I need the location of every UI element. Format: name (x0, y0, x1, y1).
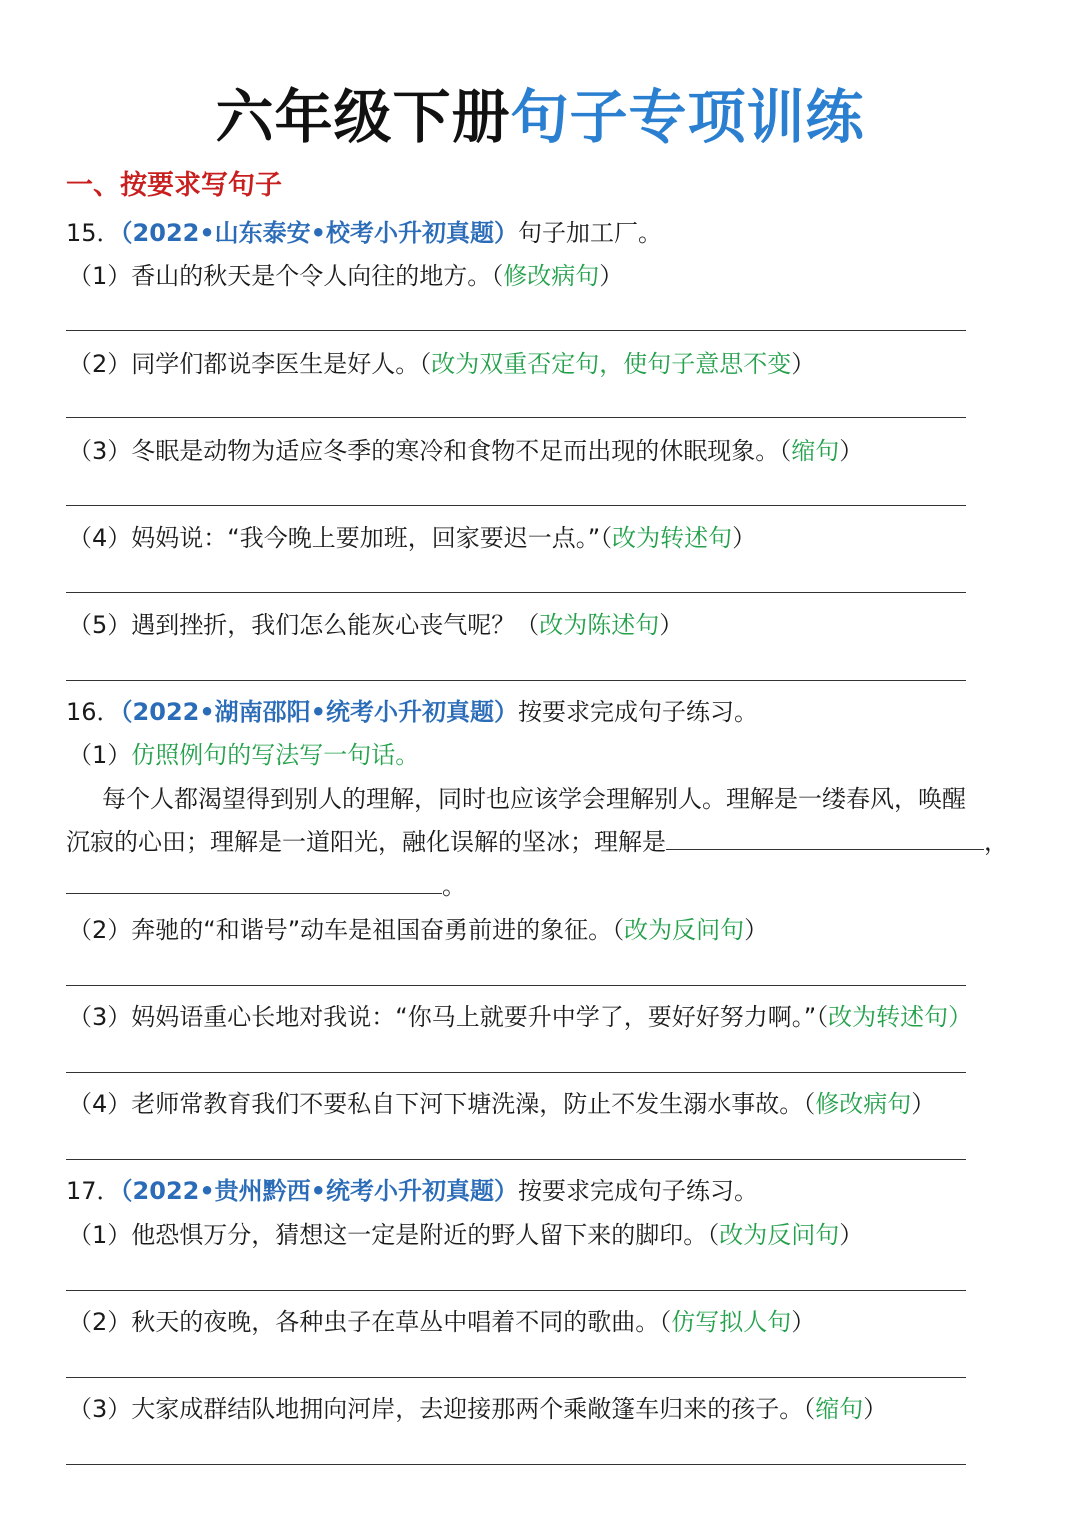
instruction-hint: 改为陈述句 (539, 611, 660, 639)
q15-item-1: （1）香山的秋天是个令人向往的地方。（修改病句） (68, 262, 624, 290)
instruction-hint: 修改病句 (815, 1090, 912, 1118)
question-source: （2022•山东泰安•校考小升初真题） (120, 219, 519, 247)
q16-item-2: （2）奔驰的“和谐号”动车是祖国奋勇前进的象征。（改为反问句） (68, 916, 769, 944)
instruction-hint: 修改病句 (503, 262, 600, 290)
question-source: （2022•贵州黔西•统考小升初真题） (120, 1177, 519, 1205)
q16-item-4: （4）老师常教育我们不要私自下河下塘洗澡，防止不发生溺水事故。（修改病句） (68, 1090, 936, 1118)
question-source: （2022•湖南邵阳•统考小升初真题） (120, 698, 519, 726)
answer-line[interactable] (66, 1464, 966, 1465)
question-16-header (66, 692, 1022, 732)
q15-item-3: （3）冬眠是动物为适应冬季的寒冷和食物不足而出现的休眠现象。（缩句） (68, 437, 864, 465)
question-prompt: 句子加工厂。 (518, 219, 663, 247)
instruction-hint: 改为转述句 (612, 524, 733, 552)
section-heading: 一、按要求写句子 (66, 170, 282, 201)
instruction-hint: 改为转述句 (828, 1003, 949, 1031)
question-number: 16． (66, 698, 121, 726)
answer-line[interactable] (66, 1290, 966, 1291)
answer-line[interactable] (66, 1072, 966, 1073)
q15-item-5: （5）遇到挫折，我们怎么能灰心丧气呢？（改为陈述句） (68, 611, 684, 639)
answer-line[interactable] (66, 680, 966, 681)
question-prompt: 按要求完成句子练习。 (518, 1177, 759, 1205)
instruction-hint: 改为反问句 (719, 1221, 840, 1249)
answer-line[interactable] (66, 330, 966, 331)
instruction-hint: 仿写拟人句 (671, 1308, 792, 1336)
q17-item-2: （2）秋天的夜晚，各种虫子在草丛中唱着不同的歌曲。（仿写拟人句） (68, 1308, 816, 1336)
question-number: 15． (66, 219, 121, 247)
q17-item-1: （1）他恐惧万分，猜想这一定是附近的野人留下来的脚印。（改为反问句） (68, 1221, 864, 1249)
title-grade: 六年级下册 (215, 83, 511, 151)
instruction-hint: 缩句 (815, 1395, 864, 1423)
q16-item-1: （1）仿照例句的写法写一句话。 (68, 741, 420, 769)
question-prompt: 按要求完成句子练习。 (518, 698, 759, 726)
example-passage-line-3: 。 (66, 866, 1022, 906)
answer-line[interactable] (66, 985, 966, 986)
q17-item-3: （3）大家成群结队地拥向河岸，去迎接那两个乘敞篷车归来的孩子。（缩句） (68, 1395, 888, 1423)
fill-blank[interactable] (66, 871, 442, 894)
answer-line[interactable] (66, 1377, 966, 1378)
question-number: 17． (66, 1177, 121, 1205)
title-topic: 句子专项训练 (510, 83, 865, 151)
answer-line[interactable] (66, 1159, 966, 1160)
instruction-hint: 改为反问句 (624, 916, 745, 944)
page-title (0, 78, 1080, 156)
question-15-header (66, 213, 1022, 253)
instruction-hint: 改为双重否定句，使句子意思不变 (431, 350, 792, 378)
example-passage-line-2: 沉寂的心田；理解是一道阳光，融化误解的坚冰；理解是 ， (66, 828, 1008, 856)
question-17-header (66, 1171, 1022, 1211)
instruction-hint: 缩句 (791, 437, 840, 465)
instruction-hint: 仿照例句的写法写一句话。 (131, 741, 420, 769)
answer-line[interactable] (66, 505, 966, 506)
answer-line[interactable] (66, 417, 966, 418)
fill-blank[interactable] (666, 827, 984, 850)
q15-item-2: （2）同学们都说李医生是好人。（改为双重否定句，使句子意思不变） (68, 350, 816, 378)
q16-item-3: （3）妈妈语重心长地对我说：“你马上就要升中学了，要好好努力啊。”（改为转述句） (68, 1003, 973, 1031)
answer-line[interactable] (66, 592, 966, 593)
q15-item-4: （4）妈妈说：“我今晚上要加班，回家要迟一点。”（改为转述句） (68, 524, 757, 552)
example-passage-line-1: 每个人都渴望得到别人的理解，同时也应该学会理解别人。理解是一缕春风，唤醒 (102, 785, 966, 813)
